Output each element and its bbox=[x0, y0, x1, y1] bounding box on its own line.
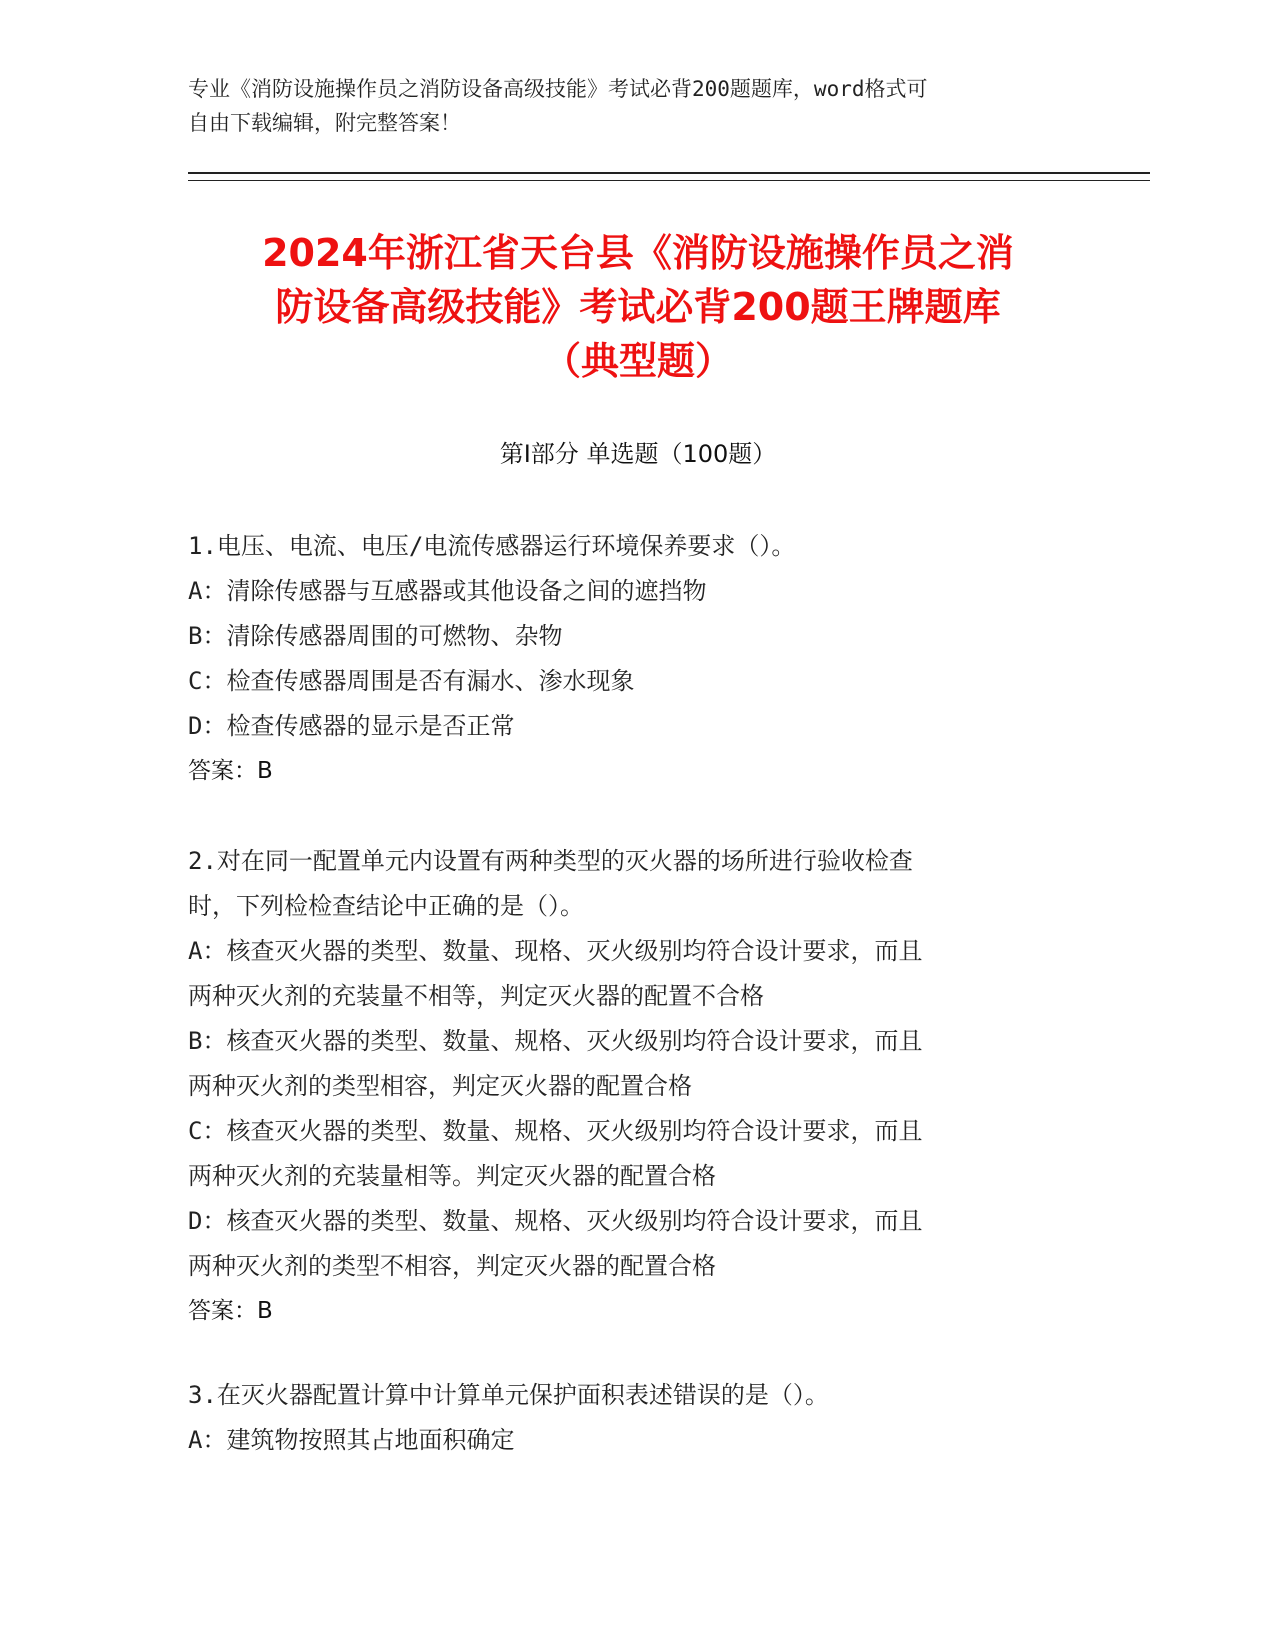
answer: 答案：B bbox=[188, 1298, 273, 1324]
question-stem: 时，下列检检查结论中正确的是（）。 bbox=[188, 892, 584, 920]
question-2 bbox=[188, 839, 1078, 1334]
option-c: C：检查传感器周围是否有漏水、渗水现象 bbox=[188, 667, 635, 695]
question-stem: 1.电压、电流、电压/电流传感器运行环境保养要求（）。 bbox=[188, 532, 796, 560]
header-divider bbox=[188, 172, 1150, 174]
document-title-line: 防设备高级技能》考试必背200题王牌题库 bbox=[275, 285, 1001, 329]
question-stem: 3.在灭火器配置计算中计算单元保护面积表述错误的是（）。 bbox=[188, 1381, 829, 1409]
header-note-line: 专业《消防设施操作员之消防设备高级技能》考试必背200题题库，word格式可 bbox=[188, 77, 928, 101]
document-title-line: （典型题） bbox=[542, 339, 733, 383]
option-d: D：检查传感器的显示是否正常 bbox=[188, 712, 515, 740]
document-title bbox=[168, 226, 1108, 388]
option-a: A：清除传感器与互感器或其他设备之间的遮挡物 bbox=[188, 577, 707, 605]
option-c-cont: 两种灭火剂的充装量相等。判定灭火器的配置合格 bbox=[188, 1162, 716, 1190]
option-c: C：核查灭火器的类型、数量、规格、灭火级别均符合设计要求，而且 bbox=[188, 1117, 923, 1145]
question-stem: 2.对在同一配置单元内设置有两种类型的灭火器的场所进行验收检查 bbox=[188, 847, 913, 875]
header-note bbox=[188, 72, 1078, 140]
option-a: A：核查灭火器的类型、数量、现格、灭火级别均符合设计要求，而且 bbox=[188, 937, 923, 965]
option-a-cont: 两种灭火剂的充装量不相等，判定灭火器的配置不合格 bbox=[188, 982, 764, 1010]
answer: 答案：B bbox=[188, 758, 273, 784]
section-title: 第Ⅰ部分 单选题（100题） bbox=[499, 440, 777, 468]
option-a: A：建筑物按照其占地面积确定 bbox=[188, 1426, 515, 1454]
option-b-cont: 两种灭火剂的类型相容，判定灭火器的配置合格 bbox=[188, 1072, 692, 1100]
option-b: B：核查灭火器的类型、数量、规格、灭火级别均符合设计要求，而且 bbox=[188, 1027, 923, 1055]
document-title-line: 2024年浙江省天台县《消防设施操作员之消 bbox=[262, 231, 1014, 275]
header-note-line: 自由下载编辑，附完整答案！ bbox=[188, 111, 461, 135]
question-3 bbox=[188, 1373, 1078, 1463]
header-divider-thin bbox=[188, 180, 1150, 181]
option-b: B：清除传感器周围的可燃物、杂物 bbox=[188, 622, 563, 650]
option-d: D：核查灭火器的类型、数量、规格、灭火级别均符合设计要求，而且 bbox=[188, 1207, 923, 1235]
option-d-cont: 两种灭火剂的类型不相容，判定灭火器的配置合格 bbox=[188, 1252, 716, 1280]
question-1 bbox=[188, 524, 1078, 794]
